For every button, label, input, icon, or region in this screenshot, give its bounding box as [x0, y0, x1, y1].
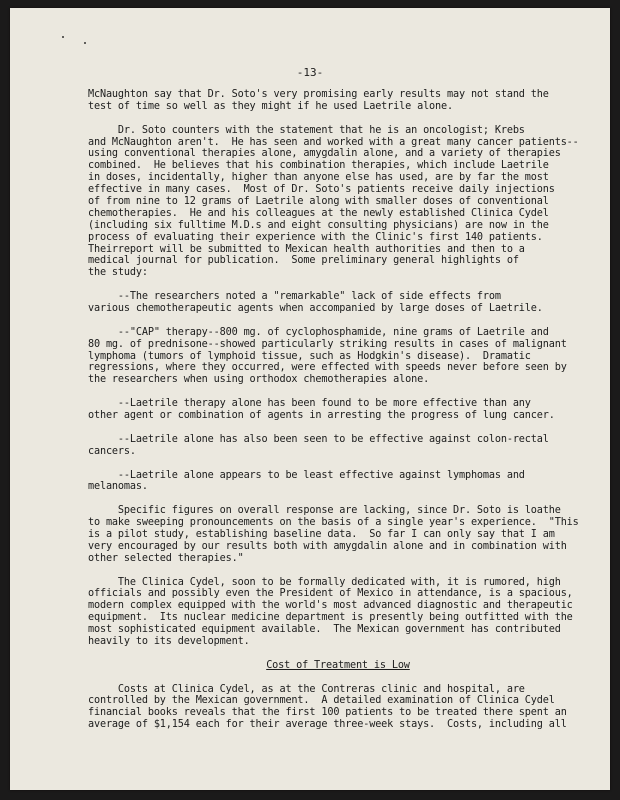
text-line: modern complex equipped with the world's most advanced diagnostic and therapeutic	[88, 600, 573, 612]
text-line: heavily to its development.	[88, 635, 250, 647]
text-line: financial books reveals that the first 100 patients to be treated there spent an	[88, 707, 567, 719]
text-line: effective in many cases. Most of Dr. Soto's patients receive daily injections	[88, 184, 555, 196]
text-line: very encouraged by our results both with amygdalin alone and in combination with	[88, 540, 567, 552]
text-line: melanomas.	[88, 481, 148, 493]
section-heading: Cost of Treatment is Low	[266, 659, 410, 671]
text-line: McNaughton say that Dr. Soto's very promising early results may not stand the	[88, 89, 549, 100]
text-line: Dr. Soto counters with the statement that he is an oncologist; Krebs	[88, 124, 525, 136]
ink-speck	[62, 36, 64, 38]
text-line: Specific figures on overall response are lacking, since Dr. Soto is loathe	[88, 505, 561, 517]
text-line: --"CAP" therapy--800 mg. of cyclophosphamide, nine grams of Laetrile and	[88, 326, 549, 338]
text-line: combined. He believes that his combination therapies, which include Laetrile	[88, 160, 549, 172]
text-line: cancers.	[88, 445, 136, 457]
document-page	[10, 8, 610, 790]
text-line: is a pilot study, establishing baseline data. So far I can only say that I am	[88, 528, 555, 540]
text-line: and McNaughton aren't. He has seen and worked with a great many cancer patients--	[88, 136, 579, 148]
text-line: test of time so well as they might if he used Laetrile alone.	[88, 100, 453, 112]
text-line: 80 mg. of prednisone--showed particularly striking results in cases of malignant	[88, 338, 567, 350]
text-line: the researchers when using orthodox chemotherapies alone.	[88, 374, 430, 386]
text-line: other selected therapies."	[88, 552, 244, 564]
text-line: in doses, incidentally, higher than anyone else has used, are by far the most	[88, 172, 549, 184]
text-line: chemotherapies. He and his colleagues at the newly established Clinica Cydel	[88, 207, 549, 219]
page-number: -13-	[296, 66, 324, 79]
text-line: of from nine to 12 grams of Laetrile along with smaller doses of conventional	[88, 196, 549, 208]
text-line: --Laetrile alone appears to be least effective against lymphomas and	[88, 469, 525, 481]
text-line: lymphoma (tumors of lymphoid tissue, such as Hodgkin's disease). Dramatic	[88, 350, 531, 362]
text-line: medical journal for publication. Some preliminary general highlights of	[88, 255, 519, 267]
text-line: Theirreport will be submitted to Mexican health authorities and then to a	[88, 243, 525, 255]
text-line: Costs at Clinica Cydel, as at the Contreras clinic and hospital, are	[88, 683, 525, 695]
text-line: using conventional therapies alone, amygdalin alone, and a variety of therapies	[88, 148, 561, 160]
text-line: regressions, where they occurred, were effected with speeds never before seen by	[88, 362, 567, 374]
body-text	[88, 89, 588, 731]
text-line: equipment. Its nuclear medicine department is presently being outfitted with the	[88, 612, 573, 624]
text-line: the study:	[88, 267, 148, 279]
text-line: --The researchers noted a "remarkable" lack of side effects from	[88, 291, 501, 303]
text-line: (including six fulltime M.D.s and eight consulting physicians) are now in the	[88, 219, 549, 231]
text-line: to make sweeping pronouncements on the basis of a single year's experience. "This	[88, 517, 579, 529]
text-line: various chemotherapeutic agents when accompanied by large doses of Laetrile.	[88, 303, 543, 315]
text-line: controlled by the Mexican government. A detailed examination of Clinica Cydel	[88, 695, 555, 707]
ink-speck	[84, 42, 86, 44]
text-line: officials and possibly even the President of Mexico in attendance, is a spacious,	[88, 588, 573, 600]
text-line: The Clinica Cydel, soon to be formally dedicated with, it is rumored, high	[88, 576, 561, 588]
text-line: average of $1,154 each for their average three-week stays. Costs, including all	[88, 719, 567, 731]
text-line: most sophisticated equipment available. The Mexican government has contributed	[88, 624, 561, 636]
text-line: other agent or combination of agents in arresting the progress of lung cancer.	[88, 410, 555, 422]
text-line: process of evaluating their experience with the Clinic's first 140 patients.	[88, 231, 543, 243]
text-line: --Laetrile alone has also been seen to be effective against colon-rectal	[88, 433, 549, 445]
text-line: --Laetrile therapy alone has been found to be more effective than any	[88, 398, 531, 410]
